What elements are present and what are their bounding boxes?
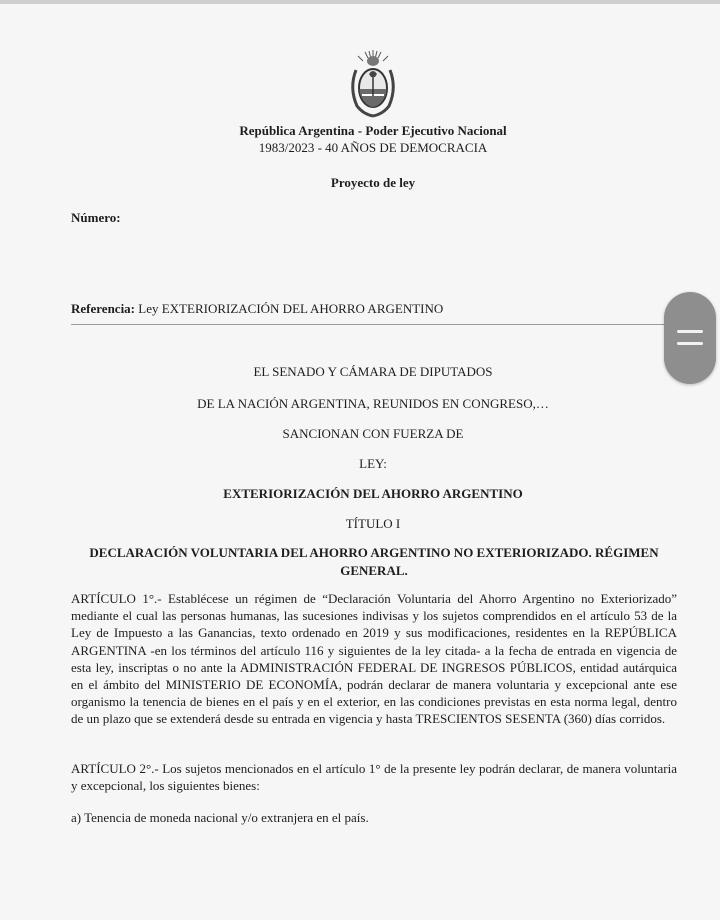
referencia-label: Referencia:: [71, 301, 136, 316]
scroll-handle-line-top: [677, 330, 703, 333]
titulo-heading: TÍTULO I: [345, 516, 401, 531]
document-page: [0, 4, 720, 920]
header-motto: 1983/2023 - 40 AÑOS DE DEMOCRACIA: [258, 140, 488, 155]
preamble-line-1: EL SENADO Y CÁMARA DE DIPUTADOS: [253, 364, 493, 379]
header-divider: [71, 324, 671, 325]
article-2-item-a: a) Tenencia de moneda nacional y/o extranjera en el país.: [71, 810, 369, 825]
referencia-value: Ley EXTERIORIZACIÓN DEL AHORRO ARGENTINO: [138, 301, 444, 316]
preamble-line-2: DE LA NACIÓN ARGENTINA, REUNIDOS EN CONGRESO,…: [197, 396, 549, 411]
scroll-handle[interactable]: [664, 292, 716, 384]
scroll-handle-line-bottom: [677, 342, 703, 345]
doc-type-title: Proyecto de ley: [330, 175, 416, 190]
law-title: EXTERIORIZACIÓN DEL AHORRO ARGENTINO: [223, 486, 523, 501]
article-1: ARTÍCULO 1°.- Establécese un régimen de “Declaración Voluntaria del Ahorro Argentino no Exteriorizado” mediante el cual las personas humanas, las sucesiones indivisas y los sujetos comprendidos en el artículo 53 de la Ley de Impuesto a las Ganancias, texto ordenado en 2019 y sus modificaciones, residentes en la REPÚBLICA ARGENTINA -en los términos del artículo 116 y siguientes de la ley citada- a la fecha de entrada en vigencia de esta ley, inscriptas o no ante la ADMINISTRACIÓN FEDERAL DE INGRESOS PÚBLICOS, entidad autárquica en el ámbito del MINISTERIO DE ECONOMÍA, podrán declarar de manera voluntaria y excepcional ante ese organismo la tenencia de bienes en el país y en el exterior, en las condiciones previstas en esta norma legal, dentro de un plazo que se extenderá desde su entrada en vigencia y hasta TRESCIENTOS SESENTA (360) días corridos.: [71, 591, 677, 727]
section-heading: DECLARACIÓN VOLUNTARIA DEL AHORRO ARGENTINO NO EXTERIORIZADO. RÉGIMEN GENERAL.: [89, 545, 659, 578]
referencia-line: [71, 300, 443, 317]
preamble-line-4: LEY:: [359, 456, 387, 471]
numero-label: Número:: [71, 210, 121, 225]
argentina-coat-of-arms-icon: [345, 48, 401, 120]
header-institution: República Argentina - Poder Ejecutivo Nacional: [239, 123, 507, 138]
preamble-line-3: SANCIONAN CON FUERZA DE: [282, 426, 464, 441]
article-2: ARTÍCULO 2°.- Los sujetos mencionados en el artículo 1° de la presente ley podrán declarar, de manera voluntaria y excepcional, los siguientes bienes:: [71, 761, 677, 794]
